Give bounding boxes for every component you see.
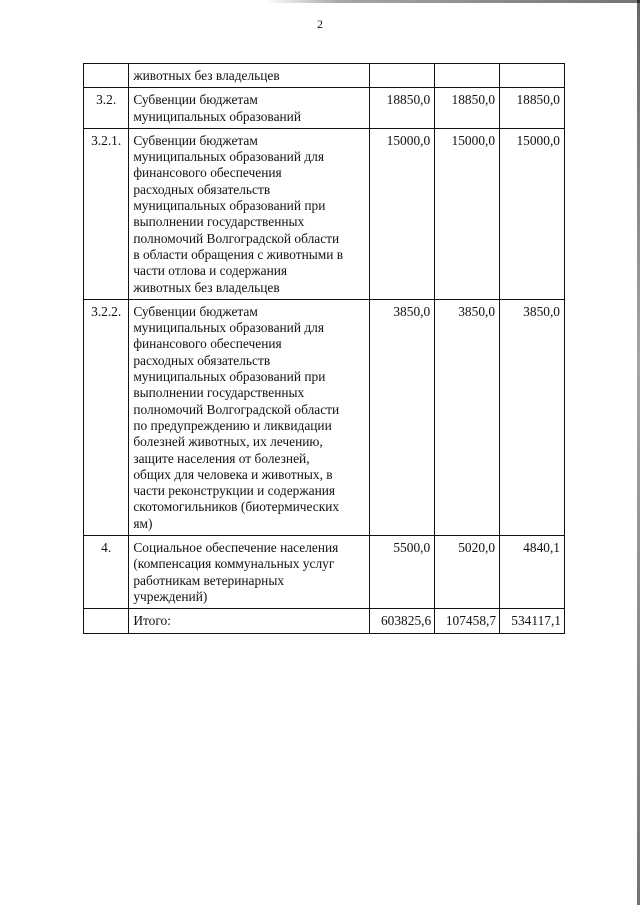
description-line: общих для человека и животных, в	[133, 466, 333, 482]
description-line: выполнении государственных	[133, 214, 305, 230]
row-number-cell: 3.2.	[84, 88, 129, 129]
table-row	[84, 536, 565, 609]
amount-cell-1: 5500,0	[370, 536, 435, 609]
description-line: части реконструкции и содержания	[133, 483, 336, 499]
row-number-cell: 3.2.1.	[84, 128, 129, 299]
amount-cell-2: 5020,0	[435, 536, 500, 609]
amount-cell-1	[370, 64, 435, 88]
description-line: муниципальных образований для	[133, 149, 325, 165]
amount-cell-3: 15000,0	[500, 128, 565, 299]
amount-cell-2: 3850,0	[435, 299, 500, 535]
description-line: болезней животных, их лечению,	[133, 434, 323, 450]
page-number: 2	[317, 17, 323, 31]
description-line: в области обращения с животными в	[133, 246, 344, 262]
amount-cell-3: 18850,0	[500, 88, 565, 129]
amount-cell-2: 15000,0	[435, 128, 500, 299]
amount-cell-2: 107458,7	[435, 609, 500, 633]
description-line: Субвенции бюджетам	[133, 303, 258, 319]
amount-cell-3: 4840,1	[500, 536, 565, 609]
row-description-cell	[129, 609, 370, 633]
description-line: скотомогильников (биотермических	[133, 499, 340, 515]
description-line: расходных обязательств	[133, 352, 271, 368]
description-line: расходных обязательств	[133, 181, 271, 197]
row-number-cell	[84, 609, 129, 633]
amount-cell-2	[435, 64, 500, 88]
amount-cell-3: 3850,0	[500, 299, 565, 535]
amount-cell-1: 15000,0	[370, 128, 435, 299]
budget-table	[83, 63, 565, 634]
description-line: животных без владельцев	[133, 68, 280, 83]
table-row	[84, 128, 565, 299]
description-line: выполнении государственных	[133, 385, 305, 401]
table-row	[84, 299, 565, 535]
description-line: Субвенции бюджетам	[133, 132, 258, 148]
scan-shadow-top	[265, 0, 640, 3]
description-line: муниципальных образований	[133, 108, 302, 124]
row-description-cell	[129, 128, 370, 299]
description-line: ям)	[133, 515, 153, 531]
description-line: по предупреждению и ликвидации	[133, 417, 332, 433]
description-line: муниципальных образований при	[133, 369, 326, 385]
amount-cell-2: 18850,0	[435, 88, 500, 129]
description-line: животных без владельцев	[133, 279, 280, 295]
description-line: части отлова и содержания	[133, 263, 288, 279]
description-line: финансового обеспечения	[133, 165, 282, 181]
amount-cell-1: 18850,0	[370, 88, 435, 129]
table-row	[84, 88, 565, 129]
description-line: учреждений)	[133, 588, 208, 604]
row-description-cell	[129, 299, 370, 535]
row-number-cell: 3.2.2.	[84, 299, 129, 535]
row-description-cell	[129, 64, 370, 88]
row-number-cell: 4.	[84, 536, 129, 609]
amount-cell-1: 3850,0	[370, 299, 435, 535]
description-line: муниципальных образований при	[133, 198, 326, 214]
description-line: финансового обеспечения	[133, 336, 282, 352]
row-description-cell	[129, 536, 370, 609]
row-number-cell	[84, 64, 129, 88]
description-line: (компенсация коммунальных услуг	[133, 556, 335, 572]
budget-table-body	[84, 64, 565, 634]
description-line: Социальное обеспечение населения	[133, 540, 339, 556]
description-line: полномочий Волгоградской области	[133, 401, 340, 417]
amount-cell-3: 534117,1	[500, 609, 565, 633]
description-line: полномочий Волгоградской области	[133, 230, 340, 246]
amount-cell-3	[500, 64, 565, 88]
description-line: работникам ветеринарных	[133, 572, 285, 588]
description-line: Субвенции бюджетам	[133, 92, 258, 108]
table-row	[84, 609, 565, 633]
amount-cell-1: 603825,6	[370, 609, 435, 633]
description-line: защите населения от болезней,	[133, 450, 310, 466]
description-line: Итого:	[133, 613, 171, 629]
table-row	[84, 64, 565, 88]
row-description-cell	[129, 88, 370, 129]
description-line: муниципальных образований для	[133, 320, 325, 336]
